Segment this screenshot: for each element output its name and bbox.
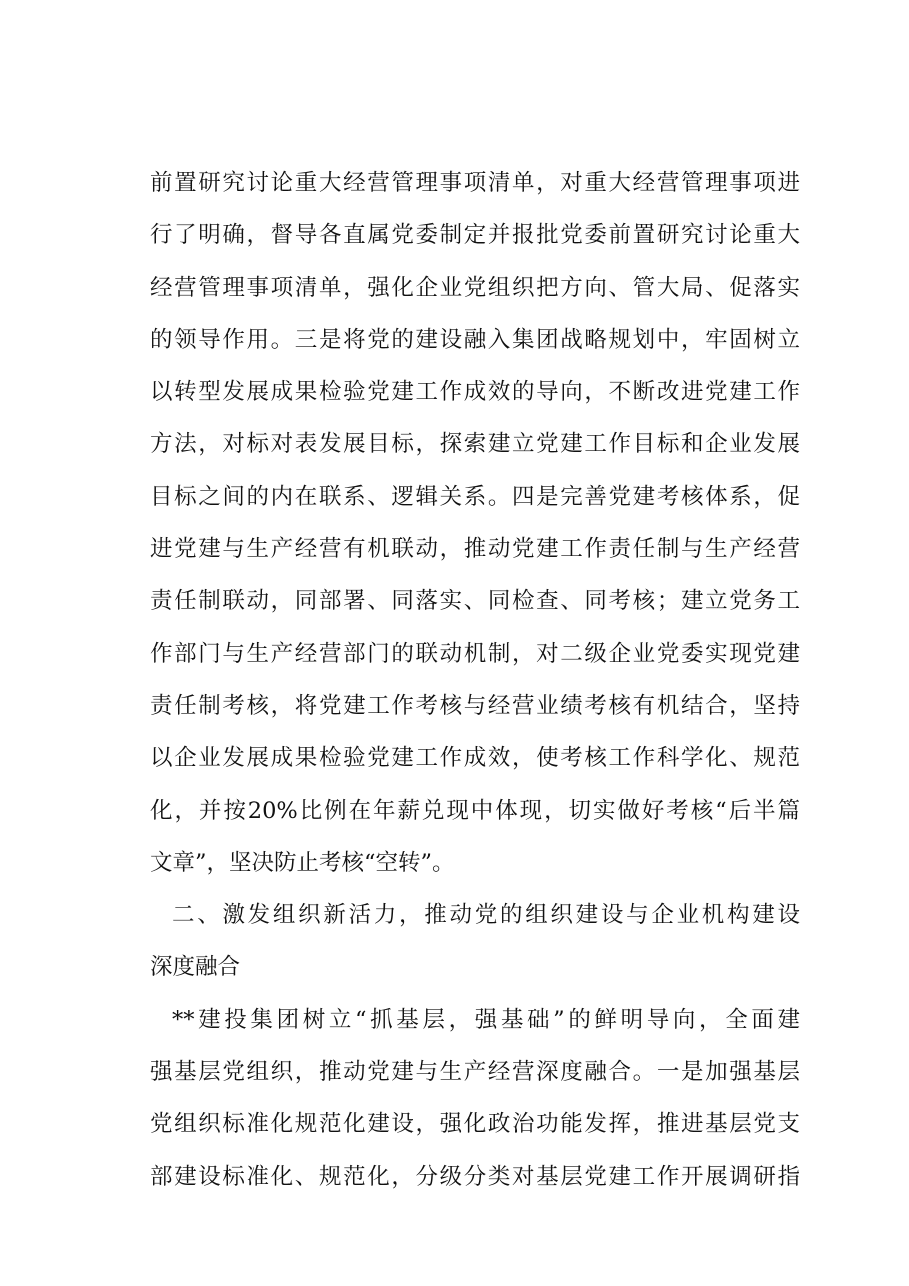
text-line: 二、激发组织新活力，推动党的组织建设与企业机构建设 [172,902,800,929]
text-line: 经营管理事项清单，强化企业党组织把方向、管大局、促落实 [150,274,800,301]
text-line: 文章”，坚决防止考核“空转”。 [150,849,455,876]
text-line: 目标之间的内在联系、逻辑关系。四是完善党建考核体系，促 [150,483,800,510]
text-line: 进党建与生产经营有机联动，推动党建工作责任制与生产经营 [150,536,800,563]
text-line: 行了明确，督导各直属党委制定并报批党委前置研究讨论重大 [150,222,800,249]
text-line: 强基层党组织，推动党建与生产经营深度融合。一是加强基层 [150,1059,800,1086]
text-line: 前置研究讨论重大经营管理事项清单，对重大经营管理事项进 [150,170,800,196]
text-line: 部建设标准化、规范化，分级分类对基层党建工作开展调研指 [150,1163,800,1190]
text-line: 党组织标准化规范化建设，强化政治功能发挥，推进基层党支 [150,1111,800,1138]
text-line: 作部门与生产经营部门的联动机制，对二级企业党委实现党建 [150,640,800,667]
text-line: 以转型发展成果检验党建工作成效的导向，不断改进党建工作 [150,379,800,406]
text-line: 责任制联动，同部署、同落实、同检查、同考核；建立党务工 [150,588,800,615]
text-line: 以企业发展成果检验党建工作成效，使考核工作科学化、规范 [150,745,800,772]
text-line: 责任制考核，将党建工作考核与经营业绩考核有机结合，坚持 [150,692,800,719]
text-line: 方法，对标对表发展目标，探索建立党建工作目标和企业发展 [150,431,800,458]
text-line: 化，并按20%比例在年薪兑现中体现，切实做好考核“后半篇 [150,797,800,824]
text-line: 深度融合 [150,954,241,981]
text-line: **建投集团树立“抓基层，强基础”的鲜明导向，全面建 [172,1006,800,1033]
text-line: 的领导作用。三是将党的建设融入集团战略规划中，牢固树立 [150,326,800,353]
document-body [150,157,800,1203]
